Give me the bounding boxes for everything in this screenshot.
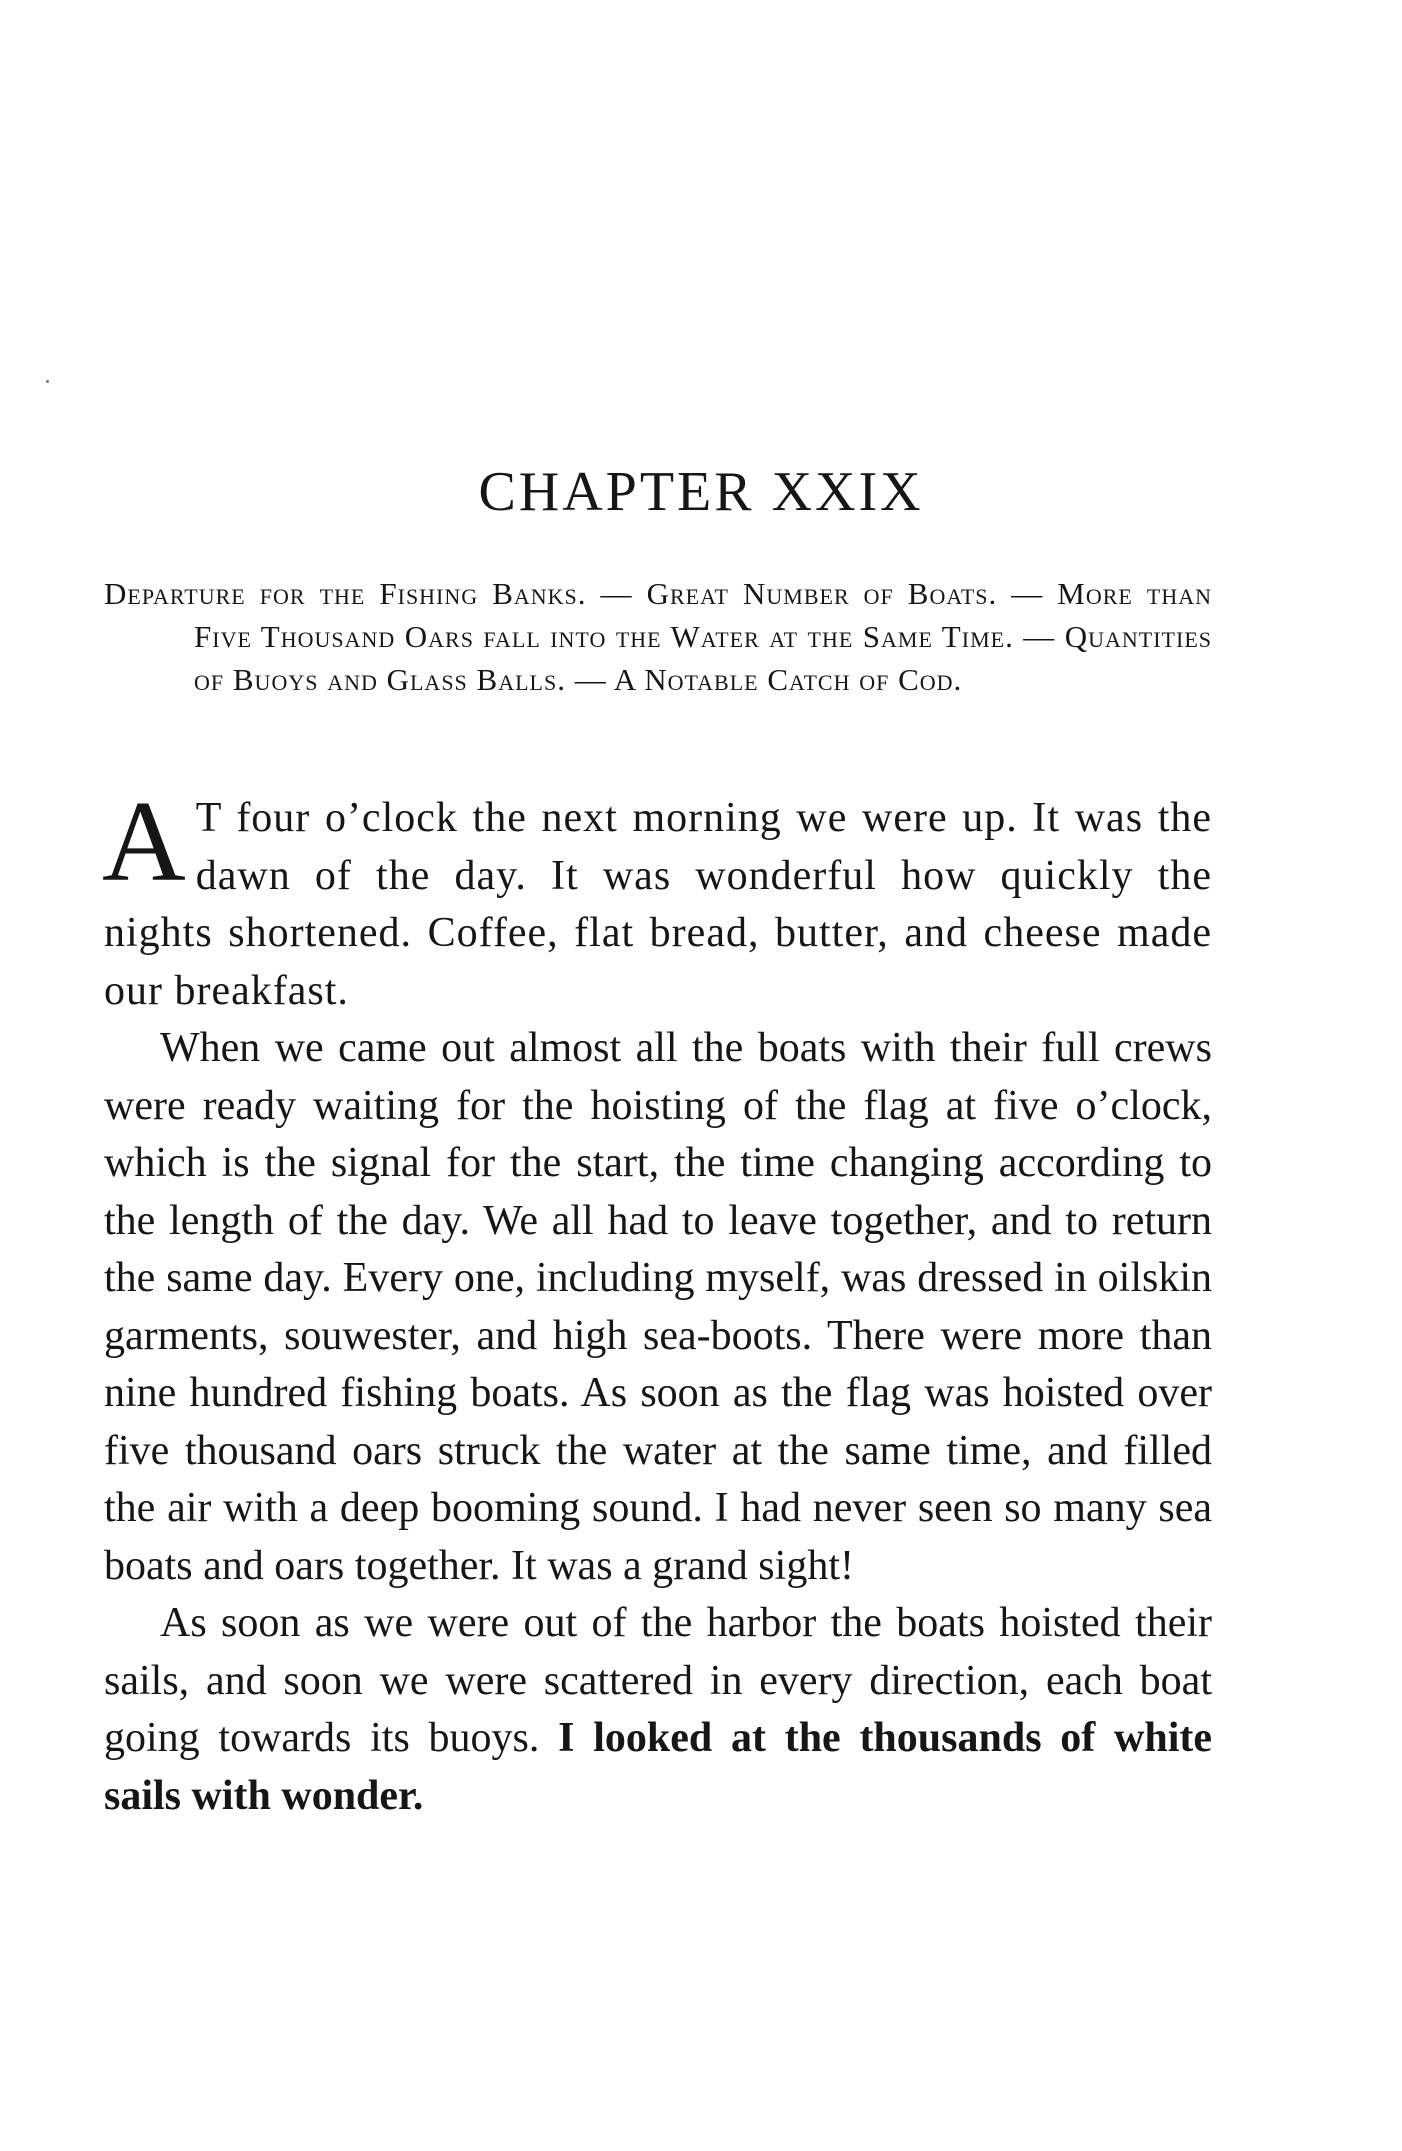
paragraph-1-text: T four o’clock the next morning we were up. It was the dawn of the day. It was wonderful how quickly the nights shortened. Coffee, flat bread, butter, and cheese made our breakfast. <box>104 795 1212 1014</box>
paragraph-3-bold-text: I looked at the thousands of white sails with wonder. <box>104 1715 1213 1819</box>
chapter-title: CHAPTER XXIX <box>478 461 924 523</box>
paragraph-3-text: As soon as we were out of the harbor the boats hoisted their sails, and soon we were scattered in every direction, each boat going towards its buoys. <box>104 1600 1212 1761</box>
chapter-summary: Departure for the Fishing Banks. — Great Number of Boats. — More than Five Thousand Oars fall into the Water at the Same Time. — Quantities of Buoys and Glass Balls. — A Notable Catch of Cod. <box>104 576 1212 697</box>
paragraph-3 <box>104 1595 1212 1825</box>
paragraph-2: When we came out almost all the boats with their full crews were ready waiting for the hoisting of the flag at five o’clock, which is the signal for the start, the time changing according to the length of the day. We all had to leave together, and to return the same day. Every one, including myself, was dressed in oilskin garments, souwester, and high sea-boots. There were more than nine hundred fishing boats. As soon as the flag was hoisted over five thousand oars struck the water at the same time, and filled the air with a deep booming sound. I had never seen so many sea boats and oars together. It was a grand sight! <box>104 1025 1212 1589</box>
chapter-body <box>102 778 1213 1825</box>
page-speck <box>46 380 49 383</box>
paragraph-1 <box>102 778 1212 1020</box>
drop-cap: A <box>102 778 186 906</box>
